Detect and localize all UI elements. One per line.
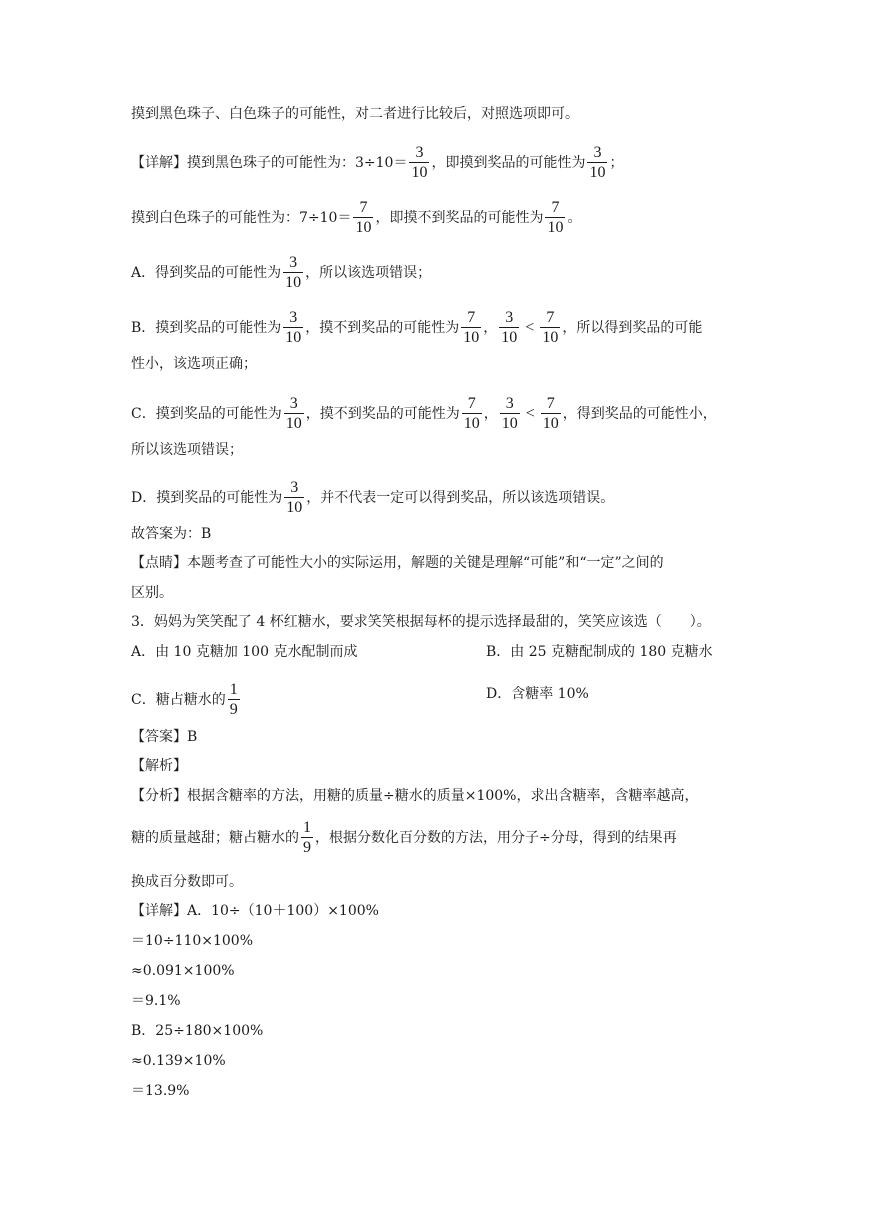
- fraction-7-10: [545, 200, 565, 236]
- denominator: 10: [463, 415, 480, 432]
- text: ，摸不到奖品的可能性为: [305, 406, 460, 422]
- calc-line-5: B．25÷180×100%: [131, 1023, 264, 1039]
- key-point-line-1: 【点睛】本题考查了可能性大小的实际运用，解题的关键是理解“可能”和“一定”之间的: [131, 555, 664, 571]
- text: ，根据分数化百分数的方法，用分子÷分母，得到的结果再: [315, 830, 677, 846]
- question-3: 3．妈妈为笑笑配了 4 杯红糖水，要求笑笑根据每杯的提示选择最甜的，笑笑应该选（ ）。: [131, 614, 711, 630]
- text: ，即摸不到奖品的可能性为: [375, 210, 544, 226]
- text: C．糖占糖水的: [131, 692, 226, 708]
- denominator: 10: [411, 164, 428, 181]
- text: B．摸到奖品的可能性为: [131, 320, 282, 336]
- denominator: 9: [229, 701, 238, 718]
- text: ，所以得到奖品的可能: [562, 320, 703, 336]
- text: ，: [483, 320, 498, 336]
- fraction-3-10: [283, 255, 303, 291]
- text: ，并不代表一定可以得到奖品，所以该选项错误。: [306, 490, 615, 506]
- option-b-analysis: [131, 310, 702, 346]
- calc-line-3: ≈0.091×100%: [131, 963, 235, 979]
- text: ，所以该选项错误；: [305, 265, 432, 281]
- denominator: 10: [355, 219, 372, 236]
- option-b-analysis-cont: 性小，该选项正确；: [131, 356, 257, 372]
- fraction-3-10: [284, 480, 304, 516]
- numerator: 7: [461, 310, 481, 328]
- option-a-analysis: [131, 255, 431, 291]
- numerator: 1: [303, 819, 311, 836]
- option-c-analysis-cont: 所以该选项错误；: [131, 442, 243, 458]
- less-than-sign: <: [525, 405, 535, 422]
- calc-line-1: 【详解】A．10÷（10＋100）×100%: [131, 903, 379, 919]
- text: 摸到白色珠子的可能性为：7÷10＝: [131, 210, 352, 226]
- analysis-line-2: [131, 820, 677, 856]
- text: A．得到奖品的可能性为: [131, 265, 282, 281]
- text: C．摸到奖品的可能性为: [131, 406, 282, 422]
- fraction-3-10: [409, 145, 429, 181]
- numerator: 7: [353, 200, 373, 218]
- calc-line-2: ＝10÷110×100%: [131, 933, 254, 949]
- fraction-1-9: [301, 820, 313, 856]
- denominator: 10: [285, 274, 302, 291]
- fraction-7-10: [541, 396, 561, 432]
- fraction-7-10: [353, 200, 373, 236]
- numerator: 7: [540, 310, 560, 328]
- numerator: 7: [462, 396, 482, 414]
- less-than-sign: <: [525, 319, 535, 336]
- text: 【详解】摸到黑色珠子的可能性为：3÷10＝: [131, 155, 408, 171]
- fraction-7-10: [540, 310, 560, 346]
- text: ，得到奖品的可能性小，: [562, 406, 717, 422]
- fraction-3-10: [283, 310, 303, 346]
- q3-option-d: D．含糖率 10%: [486, 686, 589, 702]
- numerator: 3: [500, 396, 520, 414]
- denominator: 10: [285, 329, 302, 346]
- analysis-line-3: 换成百分数即可。: [131, 874, 243, 890]
- text: 糖的质量越甜；糖占糖水的: [131, 830, 299, 846]
- calc-line-7: ＝13.9%: [131, 1083, 190, 1099]
- fraction-1-9: [228, 682, 240, 718]
- numerator: 3: [587, 145, 607, 163]
- denominator: 10: [542, 329, 559, 346]
- numerator: 3: [283, 255, 303, 273]
- denominator: 10: [463, 329, 480, 346]
- q3-option-b: B．由 25 克糖配制成的 180 克糖水: [486, 644, 713, 660]
- text: ，即摸到奖品的可能性为: [431, 155, 586, 171]
- option-c-analysis: [131, 396, 717, 432]
- fraction-7-10: [461, 310, 481, 346]
- denominator: 10: [501, 329, 518, 346]
- denominator: 10: [589, 164, 606, 181]
- calc-line-6: ≈0.139×10%: [131, 1053, 226, 1069]
- denominator: 10: [542, 415, 559, 432]
- line-2: [131, 145, 623, 181]
- fraction-3-10: [499, 310, 519, 346]
- numerator: 3: [499, 310, 519, 328]
- key-point-line-2: 区别。: [131, 585, 173, 601]
- numerator: 3: [284, 480, 304, 498]
- text: ；: [609, 155, 624, 171]
- text: ，摸不到奖品的可能性为: [305, 320, 460, 336]
- denominator: 10: [286, 499, 303, 516]
- text: ，: [483, 406, 498, 422]
- denominator: 9: [303, 839, 311, 856]
- text: D．摸到奖品的可能性为: [131, 490, 283, 506]
- numerator: 3: [283, 310, 303, 328]
- line-1: 摸到黑色珠子、白色珠子的可能性，对二者进行比较后，对照选项即可。: [131, 106, 579, 122]
- fraction-3-10: [500, 396, 520, 432]
- denominator: 10: [285, 415, 302, 432]
- numerator: 7: [545, 200, 565, 218]
- previous-answer: 故答案为：B: [131, 526, 212, 542]
- line-3: [131, 200, 581, 236]
- q3-option-c: [131, 682, 242, 718]
- q3-option-a: A．由 10 克糖加 100 克水配制而成: [131, 644, 358, 660]
- analysis-label: 【解析】: [131, 758, 187, 774]
- option-d-analysis: [131, 480, 614, 516]
- fraction-7-10: [462, 396, 482, 432]
- calc-line-4: ＝9.1%: [131, 993, 181, 1009]
- denominator: 10: [547, 219, 564, 236]
- denominator: 10: [501, 415, 518, 432]
- analysis-line-1: 【分析】根据含糖率的方法，用糖的质量÷糖水的质量×100%，求出含糖率，含糖率越高，: [131, 788, 699, 804]
- numerator: 1: [229, 681, 238, 698]
- fraction-3-10: [284, 396, 304, 432]
- answer-label: 【答案】B: [131, 729, 198, 745]
- numerator: 3: [284, 396, 304, 414]
- numerator: 3: [409, 145, 429, 163]
- fraction-3-10: [587, 145, 607, 181]
- numerator: 7: [541, 396, 561, 414]
- text: 。: [567, 210, 582, 226]
